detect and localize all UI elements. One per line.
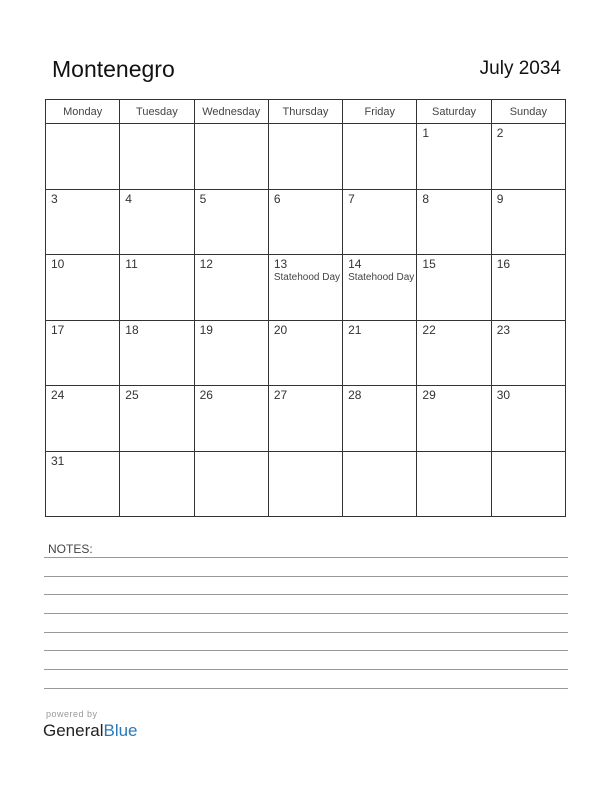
day-cell-content <box>120 255 193 271</box>
day-number: 16 <box>496 257 511 271</box>
day-cell-content <box>46 452 119 468</box>
day-cell-content <box>195 452 268 455</box>
day-cell <box>343 451 417 517</box>
day-cell-content <box>195 321 268 337</box>
weekday-header: Tuesday <box>120 100 194 124</box>
day-cell <box>194 386 268 452</box>
weekday-header: Monday <box>46 100 120 124</box>
day-cell-content <box>46 386 119 402</box>
day-cell <box>343 124 417 190</box>
day-cell <box>343 386 417 452</box>
day-number: 12 <box>199 257 213 271</box>
day-cell-content <box>269 386 342 402</box>
day-number: 18 <box>125 322 139 337</box>
day-cell <box>491 255 565 321</box>
day-cell-content <box>120 124 193 127</box>
day-number: 1 <box>422 126 430 140</box>
day-cell <box>46 451 120 517</box>
day-cell <box>268 386 342 452</box>
week-row <box>46 320 566 386</box>
day-cell <box>417 255 491 321</box>
day-cell <box>194 255 268 321</box>
day-cell <box>268 189 342 255</box>
brand-logo <box>43 721 138 741</box>
day-number: 8 <box>422 191 430 206</box>
day-number: 2 <box>496 126 504 140</box>
day-cell <box>343 320 417 386</box>
weekday-header: Wednesday <box>194 100 268 124</box>
day-number: 30 <box>496 388 511 402</box>
day-number: 3 <box>51 191 58 206</box>
day-cell <box>491 320 565 386</box>
day-cell-content <box>195 124 268 127</box>
day-cell <box>417 386 491 452</box>
weekday-header: Thursday <box>268 100 342 124</box>
day-cell <box>268 320 342 386</box>
day-number: 9 <box>496 191 504 206</box>
day-cell-content <box>195 190 268 206</box>
day-cell-content <box>120 321 193 337</box>
day-cell <box>120 386 194 452</box>
day-cell <box>120 255 194 321</box>
day-cell <box>491 386 565 452</box>
day-number: 27 <box>273 388 288 402</box>
day-cell-content <box>492 321 565 337</box>
note-line <box>44 594 568 595</box>
day-cell-content <box>269 124 342 127</box>
day-number: 21 <box>348 322 362 337</box>
day-cell-content <box>417 124 490 140</box>
day-cell-content <box>269 452 342 455</box>
day-number: 11 <box>125 257 138 271</box>
day-cell <box>120 320 194 386</box>
day-cell-content <box>492 452 565 455</box>
powered-by-text: powered by <box>46 709 98 719</box>
day-number: 20 <box>273 322 288 337</box>
holiday-label: Statehood Day <box>273 272 341 283</box>
day-number: 24 <box>51 388 65 402</box>
day-cell-content <box>46 124 119 127</box>
week-row <box>46 386 566 452</box>
day-cell <box>120 124 194 190</box>
note-line <box>44 688 568 689</box>
day-cell-content <box>343 452 416 455</box>
day-cell <box>343 189 417 255</box>
day-number: 10 <box>51 257 65 271</box>
day-cell <box>194 320 268 386</box>
brand-general: General <box>43 721 104 740</box>
note-line <box>44 632 568 633</box>
day-cell <box>491 189 565 255</box>
week-row <box>46 451 566 517</box>
week-row <box>46 255 566 321</box>
day-cell <box>194 451 268 517</box>
day-cell <box>268 124 342 190</box>
day-number: 26 <box>199 388 213 402</box>
week-row <box>46 124 566 190</box>
day-number: 22 <box>422 322 436 337</box>
note-line <box>44 557 568 558</box>
weekday-header-row <box>46 100 566 124</box>
day-cell-content <box>343 124 416 127</box>
day-number: 15 <box>422 257 436 271</box>
note-line <box>44 576 568 577</box>
day-number: 23 <box>496 322 511 337</box>
day-cell-content <box>120 386 193 402</box>
note-line <box>44 650 568 651</box>
day-cell <box>194 189 268 255</box>
day-number: 19 <box>199 322 213 337</box>
day-cell <box>268 451 342 517</box>
day-cell-content <box>46 255 119 271</box>
day-cell-content <box>417 452 490 455</box>
day-cell-content <box>46 190 119 206</box>
day-cell-content <box>269 321 342 337</box>
day-cell <box>491 451 565 517</box>
day-cell <box>268 255 342 321</box>
day-number: 4 <box>125 191 132 206</box>
day-cell-content <box>492 190 565 206</box>
day-cell <box>417 451 491 517</box>
day-cell-content <box>417 190 490 206</box>
day-cell <box>417 320 491 386</box>
day-number: 13 <box>273 257 288 271</box>
weekday-header: Sunday <box>491 100 565 124</box>
day-number: 6 <box>273 191 281 206</box>
day-cell-content <box>269 255 342 284</box>
weekday-header: Saturday <box>417 100 491 124</box>
brand-blue: Blue <box>103 721 138 740</box>
day-cell-content <box>120 190 193 206</box>
calendar-body <box>46 124 566 517</box>
day-cell-content <box>120 452 193 455</box>
day-cell-content <box>492 124 565 140</box>
day-number: 29 <box>422 388 436 402</box>
day-number: 25 <box>125 388 139 402</box>
notes-label: NOTES: <box>48 542 93 556</box>
day-cell-content <box>343 190 416 206</box>
day-cell-content <box>343 255 416 284</box>
note-line <box>44 669 568 670</box>
day-cell-content <box>343 386 416 402</box>
day-number: 7 <box>348 191 355 206</box>
day-number: 31 <box>51 453 65 468</box>
day-cell-content <box>417 386 490 402</box>
weekday-header: Friday <box>343 100 417 124</box>
day-cell <box>194 124 268 190</box>
day-cell-content <box>417 255 490 271</box>
day-number: 14 <box>348 257 362 271</box>
day-cell <box>417 189 491 255</box>
day-cell-content <box>269 190 342 206</box>
day-cell-content <box>195 386 268 402</box>
day-cell <box>46 189 120 255</box>
day-cell-content <box>343 321 416 337</box>
calendar-grid <box>45 99 566 517</box>
note-line <box>44 613 568 614</box>
day-cell <box>46 386 120 452</box>
day-cell-content <box>492 255 565 271</box>
day-number: 28 <box>348 388 362 402</box>
day-cell <box>417 124 491 190</box>
day-number: 5 <box>199 191 207 206</box>
day-number: 17 <box>51 322 65 337</box>
holiday-label: Statehood Day <box>348 272 415 283</box>
day-cell <box>46 255 120 321</box>
day-cell-content <box>492 386 565 402</box>
day-cell-content <box>46 321 119 337</box>
day-cell-content <box>417 321 490 337</box>
week-row <box>46 189 566 255</box>
month-year-title: July 2034 <box>479 58 561 79</box>
day-cell <box>120 189 194 255</box>
day-cell <box>46 320 120 386</box>
day-cell-content <box>195 255 268 271</box>
day-cell <box>120 451 194 517</box>
day-cell <box>46 124 120 190</box>
day-cell <box>491 124 565 190</box>
country-title: Montenegro <box>52 56 175 82</box>
day-cell <box>343 255 417 321</box>
